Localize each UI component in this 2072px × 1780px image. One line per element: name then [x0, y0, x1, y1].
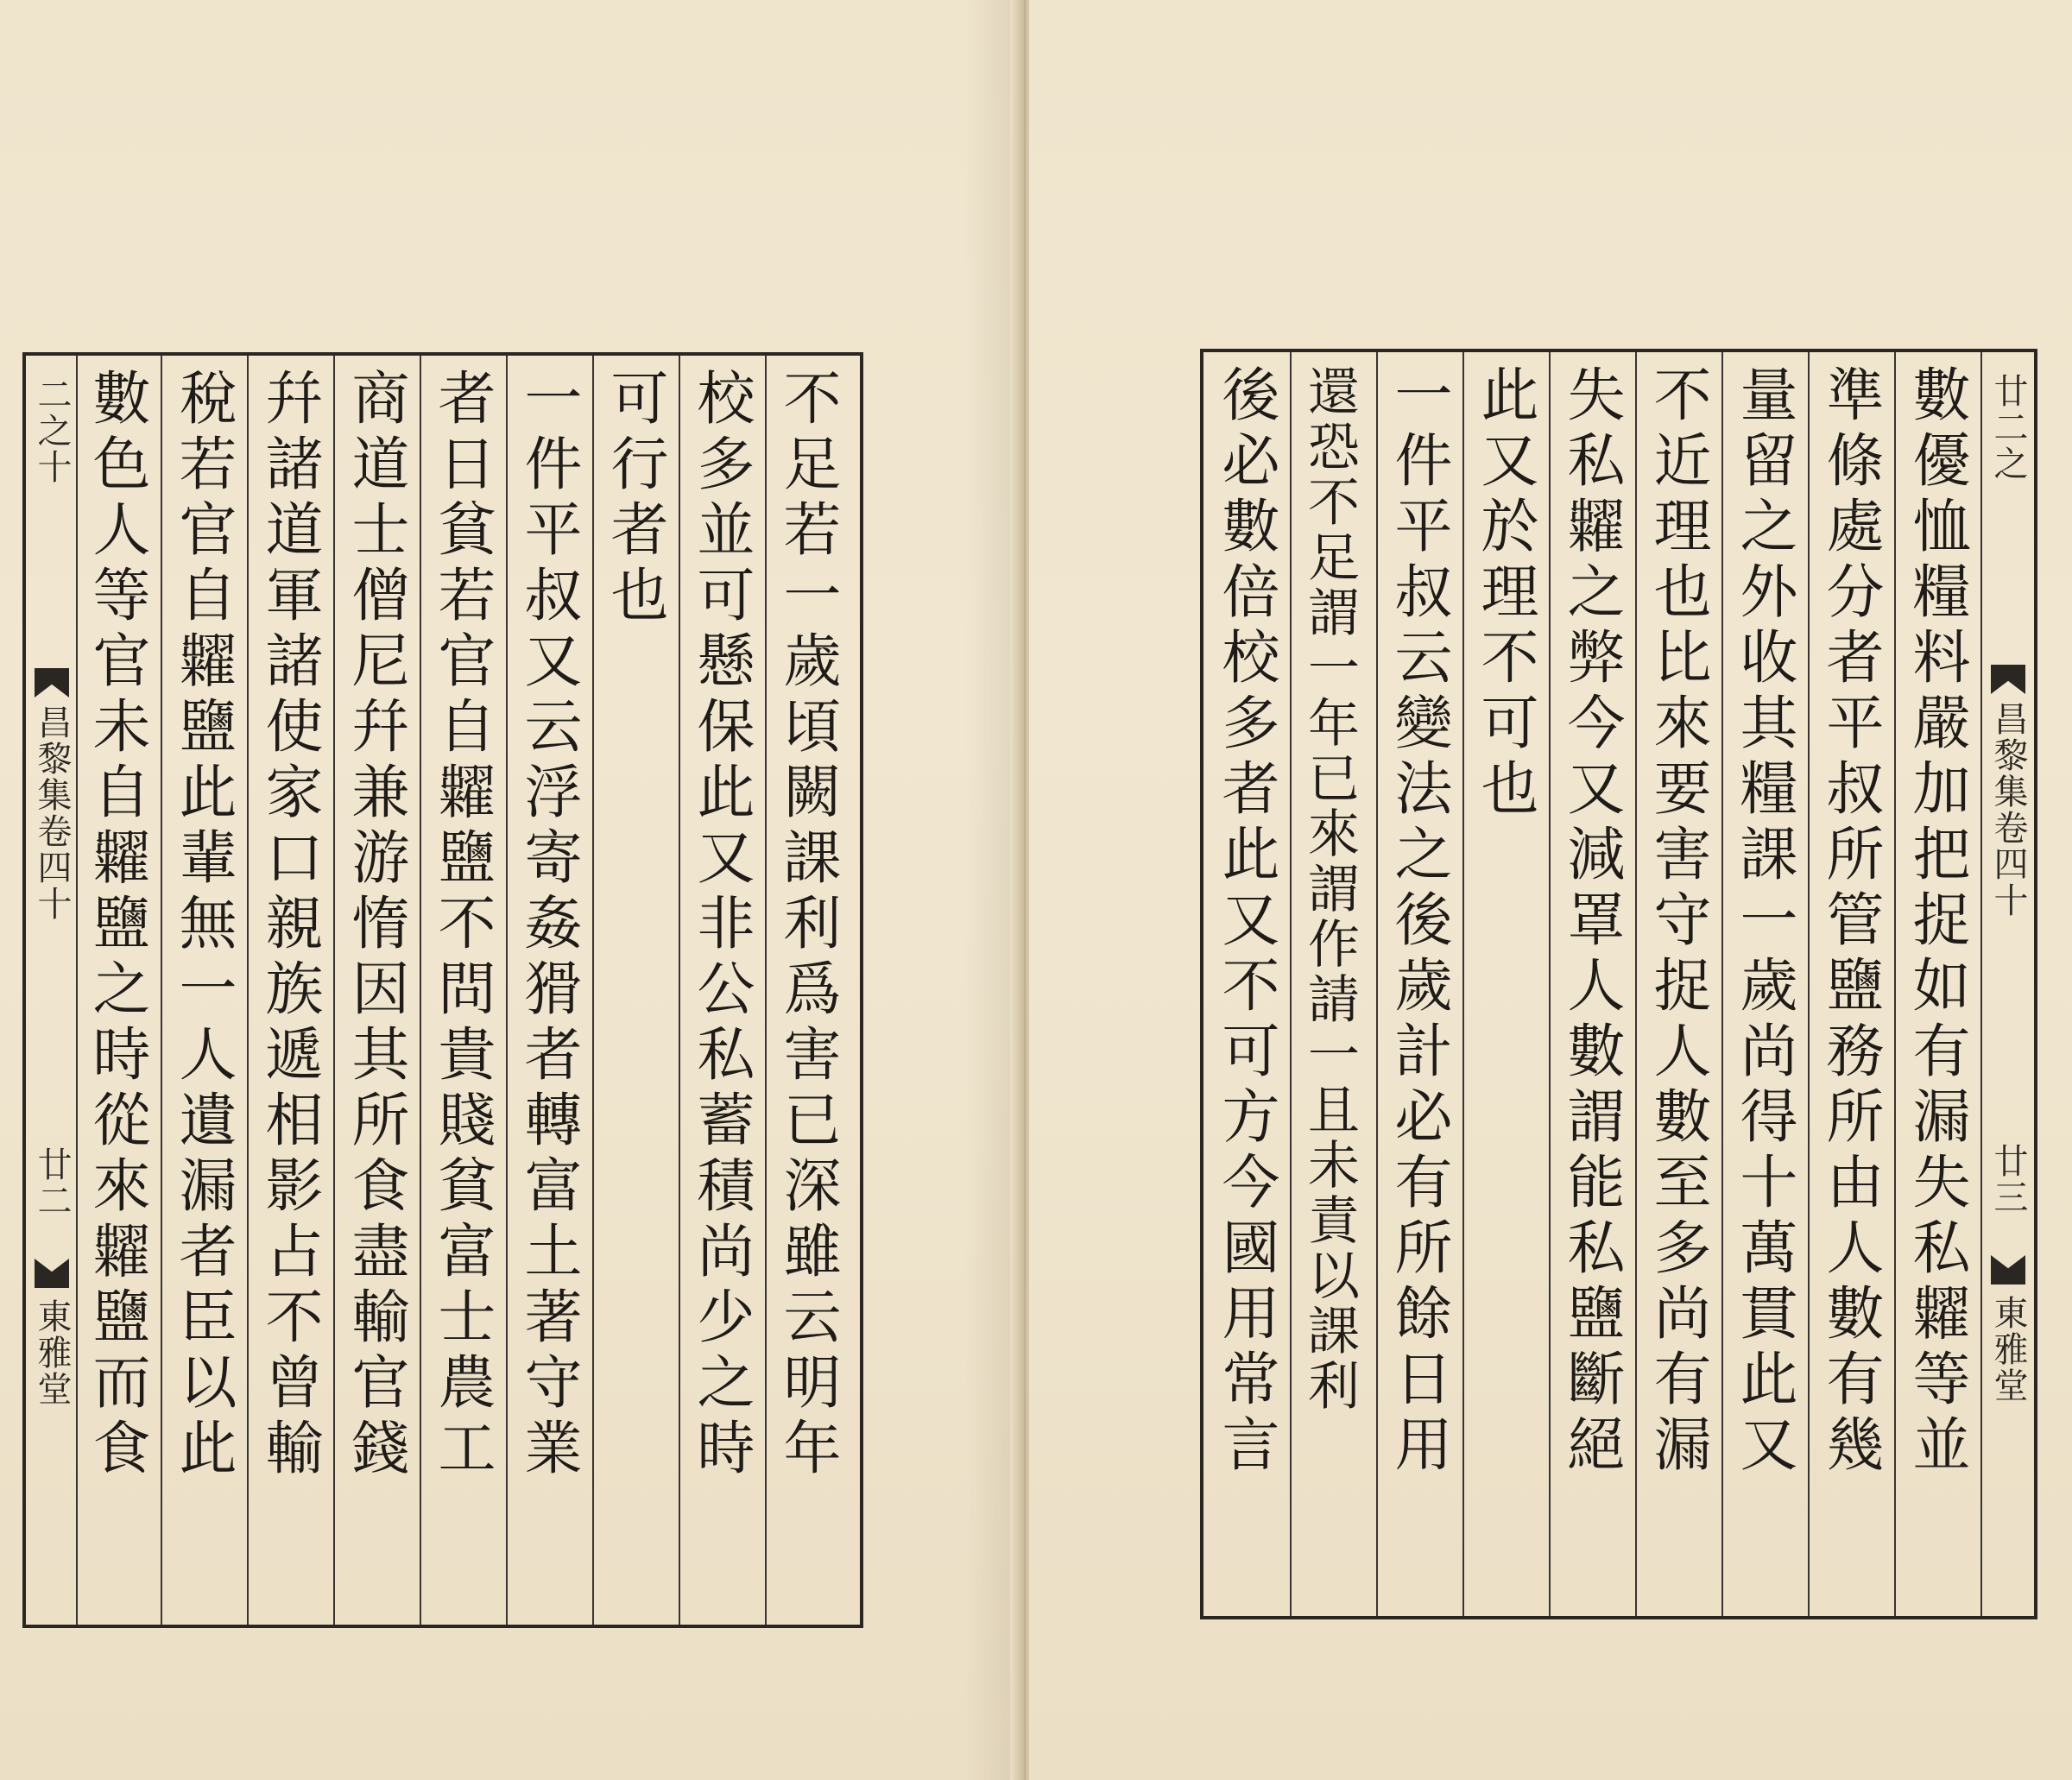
- left-margin-title: 昌黎集卷四十: [32, 704, 72, 922]
- right-fish-tail-bottom-ornament: [1991, 1255, 2025, 1285]
- right-column-3: 量留之外收其糧課一歲尚得十萬貫此又: [1731, 364, 1798, 1480]
- right-column-8: 還恐不足謂一年已來謂作請一且未責以課利: [1299, 364, 1360, 1414]
- right-margin-leaf-label: 廿二之: [1988, 373, 2028, 482]
- left-margin-rule: [76, 356, 78, 1625]
- right-text-block: [1200, 349, 2037, 1619]
- left-column-5: 者日貧若官自糶鹽不問貴賤貧富士農工: [429, 368, 496, 1483]
- left-text-block: [22, 352, 863, 1628]
- right-column-6: 此又於理不可也: [1472, 364, 1539, 824]
- right-margin-title: 昌黎集卷四十: [1988, 701, 2028, 918]
- right-column-5: 失私糶之弊今又減罩人數謂能私鹽斷絕: [1558, 364, 1626, 1480]
- right-column-9: 後必數倍校多者此又不可方今國用常言: [1213, 364, 1280, 1480]
- left-column-4: 一件平叔又云浮寄姦猾者轉富土著守業: [515, 368, 583, 1483]
- left-page-edge-shadow: [965, 0, 1010, 1780]
- right-margin-publisher: 東雅堂: [1988, 1295, 2028, 1404]
- left-margin-page-number: 廿二: [32, 1146, 72, 1219]
- left-column-9: 數色人等官未自糶鹽之時從來糶鹽而食: [84, 368, 151, 1483]
- left-fish-tail-bottom-ornament: [35, 1259, 69, 1288]
- right-column-4: 不近理也比來要害守捉人數至多尚有漏: [1645, 364, 1712, 1480]
- right-margin-rule: [1980, 352, 1982, 1616]
- left-margin-leaf-label: 二之十: [32, 376, 72, 485]
- right-column-7: 一件平叔云變法之後歲計必有所餘日用: [1386, 364, 1453, 1480]
- left-column-8: 稅若官自糶鹽此輩無一人遺漏者臣以此: [170, 368, 237, 1483]
- left-column-2: 校多並可懸保此又非公私蓄積尚少之時: [688, 368, 755, 1483]
- right-column-2: 準條處分者平叔所管鹽務所由人數有幾: [1817, 364, 1885, 1480]
- right-fish-tail-top-ornament: [1991, 665, 2025, 694]
- right-margin-page-number: 廿三: [1988, 1143, 2028, 1215]
- left-column-1: 不足若一歲頃闕課利爲害已深雖云明年: [774, 368, 842, 1483]
- left-margin-publisher: 東雅堂: [32, 1298, 72, 1407]
- right-column-1: 數優恤糧料嚴加把捉如有漏失私糶等並: [1904, 364, 1971, 1480]
- left-fish-tail-top-ornament: [35, 668, 69, 697]
- left-column-3: 可行者也: [602, 368, 669, 630]
- left-column-7: 幷諸道軍諸使家口親族遞相影占不曾輸: [256, 368, 324, 1483]
- left-column-6: 商道士僧尼幷兼游惰因其所食盡輸官錢: [343, 368, 410, 1483]
